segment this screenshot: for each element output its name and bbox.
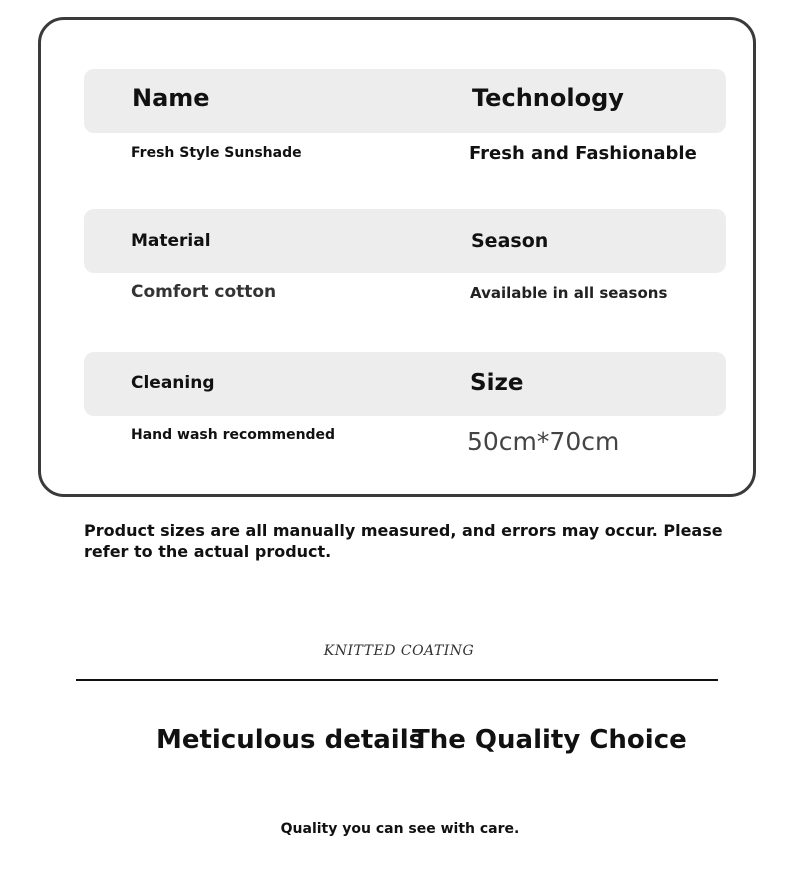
tagline-left: Meticulous details (156, 725, 425, 755)
spec-value-size: 50cm*70cm (467, 427, 620, 456)
spec-label-season: Season (471, 230, 549, 252)
measurement-note: Product sizes are all manually measured, and errors may occur. Please refer to the actual product. (84, 521, 723, 561)
spec-label-name: Name (132, 84, 210, 112)
spec-value-material: Comfort cotton (131, 282, 277, 302)
caption: Quality you can see with care. (280, 821, 520, 837)
spec-value-cleaning: Hand wash recommended (131, 427, 336, 443)
script-heading: KNITTED COATING (323, 643, 475, 659)
spec-value-technology: Fresh and Fashionable (469, 143, 697, 164)
tagline-right: The Quality Choice (412, 725, 687, 755)
spec-label-size: Size (470, 370, 524, 396)
spec-value-season: Available in all seasons (470, 284, 668, 302)
divider (76, 679, 718, 681)
spec-label-technology: Technology (472, 84, 624, 112)
spec-label-cleaning: Cleaning (131, 373, 215, 393)
spec-value-name: Fresh Style Sunshade (131, 145, 302, 161)
spec-label-material: Material (131, 231, 211, 251)
